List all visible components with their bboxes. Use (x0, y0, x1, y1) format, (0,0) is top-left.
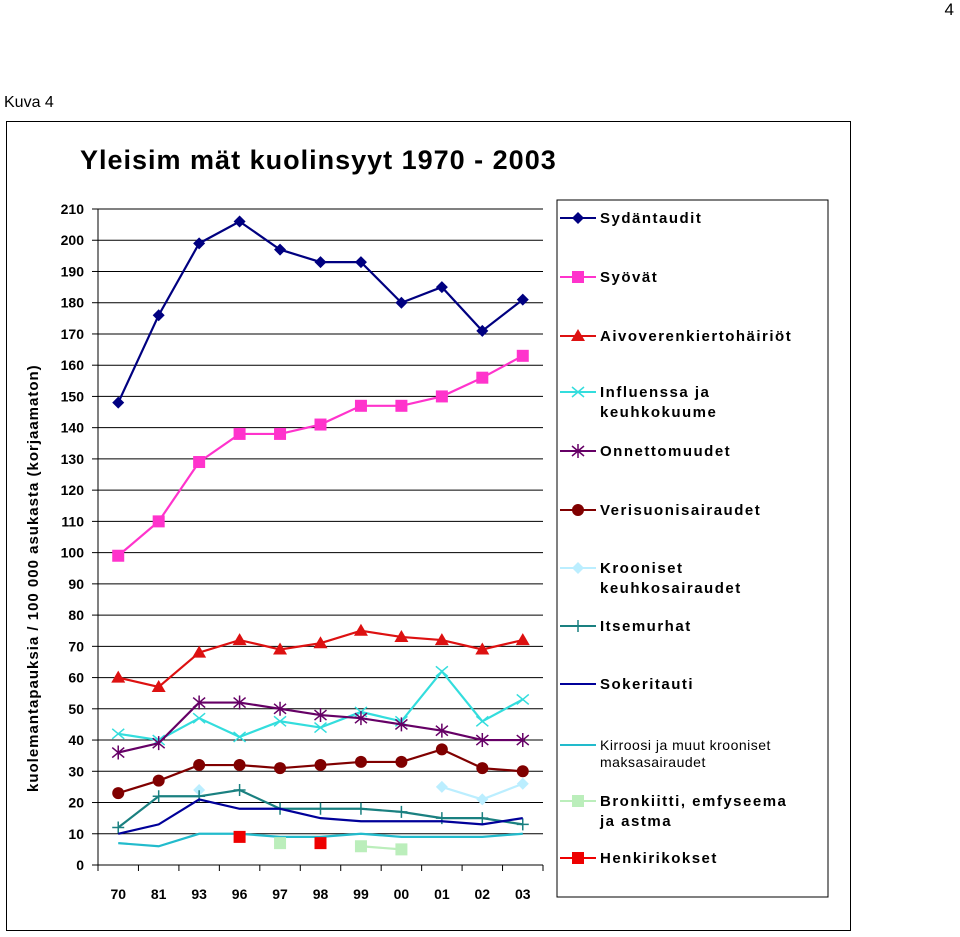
x-tick-label: 93 (191, 886, 207, 902)
series-line (361, 846, 401, 849)
y-tick-label: 150 (60, 388, 84, 405)
data-point (395, 756, 407, 768)
y-tick-label: 30 (68, 763, 84, 780)
y-tick-label: 190 (60, 263, 84, 280)
data-point (436, 743, 448, 755)
series-3 (112, 666, 529, 745)
data-point (193, 237, 205, 249)
data-point (233, 633, 247, 645)
y-tick-label: 210 (60, 201, 84, 217)
y-tick-label: 110 (61, 513, 84, 530)
data-point (436, 666, 448, 676)
data-point (234, 784, 246, 796)
legend-label: Itsemurhat (600, 618, 692, 635)
legend-marker (572, 852, 584, 864)
legend-label: Aivoverenkiertohäiriöt (600, 328, 793, 345)
series-line (118, 671, 523, 740)
data-point (112, 787, 124, 799)
x-tick-label: 02 (474, 886, 491, 902)
data-point (234, 759, 246, 771)
y-tick-label: 140 (60, 419, 84, 436)
y-axis-label: kuolemantapauksia / 100 000 asukasta (korjaamaton) (25, 364, 42, 792)
x-tick-label: 98 (312, 886, 329, 902)
data-point (354, 624, 368, 636)
data-point (355, 840, 367, 852)
x-tick-label: 81 (150, 886, 167, 902)
data-point (395, 843, 407, 855)
y-tick-label: 90 (68, 575, 84, 592)
data-point (315, 803, 327, 815)
legend-marker (572, 271, 584, 283)
legend-label: Syövät (600, 269, 659, 286)
data-point (355, 803, 367, 815)
x-tick-label: 00 (393, 886, 410, 902)
y-tick-label: 50 (68, 700, 84, 717)
y-tick-label: 180 (60, 294, 84, 311)
legend (557, 200, 828, 897)
y-tick-label: 10 (68, 825, 84, 842)
data-point (476, 762, 488, 774)
data-point (274, 762, 286, 774)
legend-label: Verisuonisairaudet (600, 502, 762, 519)
data-point (517, 350, 529, 362)
y-tick-label: 0 (76, 857, 84, 873)
data-point (517, 694, 529, 704)
figure-caption: Kuva 4 (4, 94, 54, 111)
data-point (193, 759, 205, 771)
series-line (118, 356, 523, 556)
data-point (436, 781, 448, 793)
data-point (315, 759, 327, 771)
y-tick-label: 60 (68, 669, 84, 686)
data-point (476, 716, 488, 726)
data-point (517, 765, 529, 777)
series-2 (111, 624, 530, 692)
data-point (516, 633, 530, 645)
y-tick-label: 80 (68, 607, 84, 624)
data-point (315, 419, 327, 431)
data-point (517, 818, 529, 830)
data-point (274, 837, 286, 849)
data-point (193, 456, 205, 468)
x-tick-label: 99 (353, 886, 369, 902)
y-tick-label: 170 (60, 325, 84, 342)
x-tick-label: 70 (110, 886, 127, 902)
legend-label: Krooniset keuhkosairaudet (600, 560, 742, 597)
data-point (395, 400, 407, 412)
legend-label: Henkirikokset (600, 850, 718, 867)
data-point (112, 397, 124, 409)
x-tick-label: 96 (231, 886, 248, 902)
legend-label: Onnettomuudet (600, 443, 732, 460)
data-point (476, 793, 488, 805)
data-point (355, 400, 367, 412)
y-tick-label: 200 (60, 232, 84, 249)
series-lines (111, 215, 530, 855)
series-0 (112, 215, 529, 408)
data-point (234, 428, 246, 440)
data-point (395, 806, 407, 818)
series-10 (274, 837, 407, 855)
data-point (476, 812, 488, 824)
data-point (234, 831, 246, 843)
chart-title: Yleisim mät kuolinsyyt 1970 - 2003 (80, 145, 557, 175)
legend-label: Kirroosi ja muut krooniset maksasairaudet (600, 737, 771, 770)
y-tick-label: 70 (68, 638, 84, 655)
data-point (315, 837, 327, 849)
y-tick-label: 20 (68, 794, 84, 811)
legend-marker (572, 795, 584, 807)
data-point (153, 309, 165, 321)
y-tick-label: 40 (68, 732, 84, 749)
data-point (315, 256, 327, 268)
data-point (274, 428, 286, 440)
page-number: 4 (944, 0, 954, 19)
x-tick-label: 01 (434, 886, 450, 902)
legend-label: Influenssa ja keuhkokuume (600, 384, 718, 421)
data-point (193, 713, 205, 723)
data-point (112, 550, 124, 562)
data-point (355, 756, 367, 768)
data-point (436, 390, 448, 402)
legend-label: Bronkiitti, emfyseema ja astma (600, 793, 788, 830)
series-1 (112, 350, 529, 562)
y-tick-label: 120 (60, 482, 84, 499)
legend-marker (572, 504, 584, 516)
data-point (517, 778, 529, 790)
legend-label: Sokeritauti (600, 676, 695, 693)
legend-label: Sydäntaudit (600, 210, 703, 227)
data-point (476, 372, 488, 384)
data-point (111, 671, 125, 683)
series-line (118, 221, 523, 402)
x-tick-label: 97 (272, 886, 288, 902)
series-7 (112, 784, 529, 833)
data-point (153, 775, 165, 787)
y-tick-label: 130 (60, 450, 84, 467)
data-point (153, 515, 165, 527)
y-tick-label: 100 (60, 544, 84, 561)
y-tick-label: 160 (60, 357, 84, 374)
x-tick-label: 03 (514, 886, 531, 902)
